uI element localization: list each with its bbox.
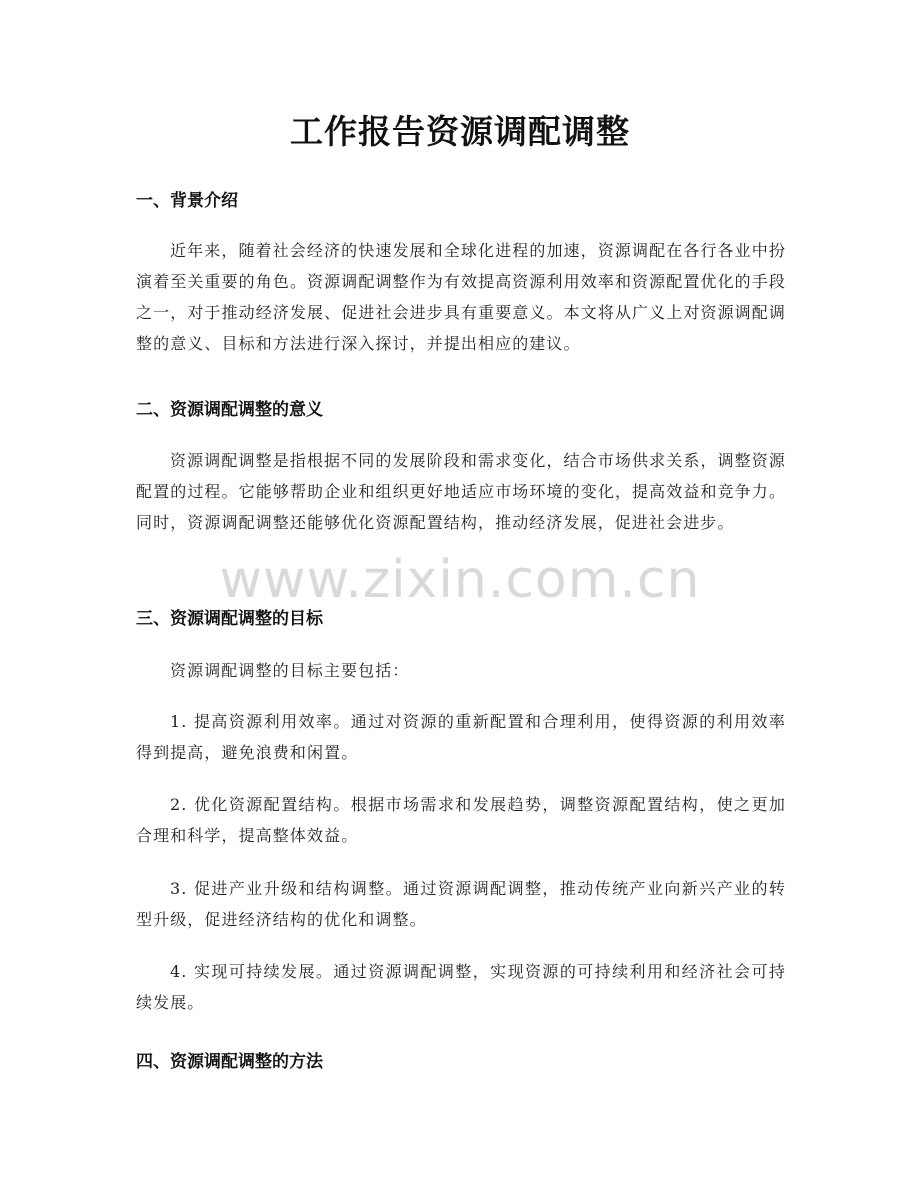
paragraph-background: 近年来，随着社会经济的快速发展和全球化进程的加速，资源调配在各行各业中扮演着至关重要的角色。资源调配调整作为有效提高资源利用效率和资源配置优化的手段之一，对于推动经济发展、促进社会进步具有重要意义。本文将从广义上对资源调配调整的意义、目标和方法进行深入探讨，并提出相应的建议。 — [136, 241, 786, 353]
list-item-goal-1: 1. 提高资源利用效率。通过对资源的重新配置和合理利用，使得资源的利用效率得到提高，避免浪费和闲置。 — [136, 712, 786, 762]
paragraph-significance: 资源调配调整是指根据不同的发展阶段和需求变化，结合市场供求关系，调整资源配置的过程。它能够帮助企业和组织更好地适应市场环境的变化，提高效益和竞争力。同时，资源调配调整还能够优化资源配置结构，推动经济发展，促进社会进步。 — [136, 451, 786, 532]
section-heading-significance: 二、资源调配调整的意义 — [136, 400, 323, 420]
paragraph-goals-intro: 资源调配调整的目标主要包括： — [170, 661, 410, 680]
list-item-goal-4: 4. 实现可持续发展。通过资源调配调整，实现资源的可持续利用和经济社会可持续发展。 — [136, 962, 786, 1012]
section-heading-methods: 四、资源调配调整的方法 — [136, 1052, 323, 1072]
list-item-goal-3: 3. 促进产业升级和结构调整。通过资源调配调整，推动传统产业向新兴产业的转型升级，促进经济结构的优化和调整。 — [136, 879, 786, 929]
list-item-goal-2: 2. 优化资源配置结构。根据市场需求和发展趋势，调整资源配置结构，使之更加合理和科学，提高整体效益。 — [136, 795, 786, 845]
section-heading-background: 一、背景介绍 — [136, 191, 238, 211]
watermark-text: www.zixin.com.cn — [219, 550, 701, 610]
section-heading-goals: 三、资源调配调整的目标 — [136, 609, 323, 629]
document-title: 工作报告资源调配调整 — [290, 112, 630, 151]
